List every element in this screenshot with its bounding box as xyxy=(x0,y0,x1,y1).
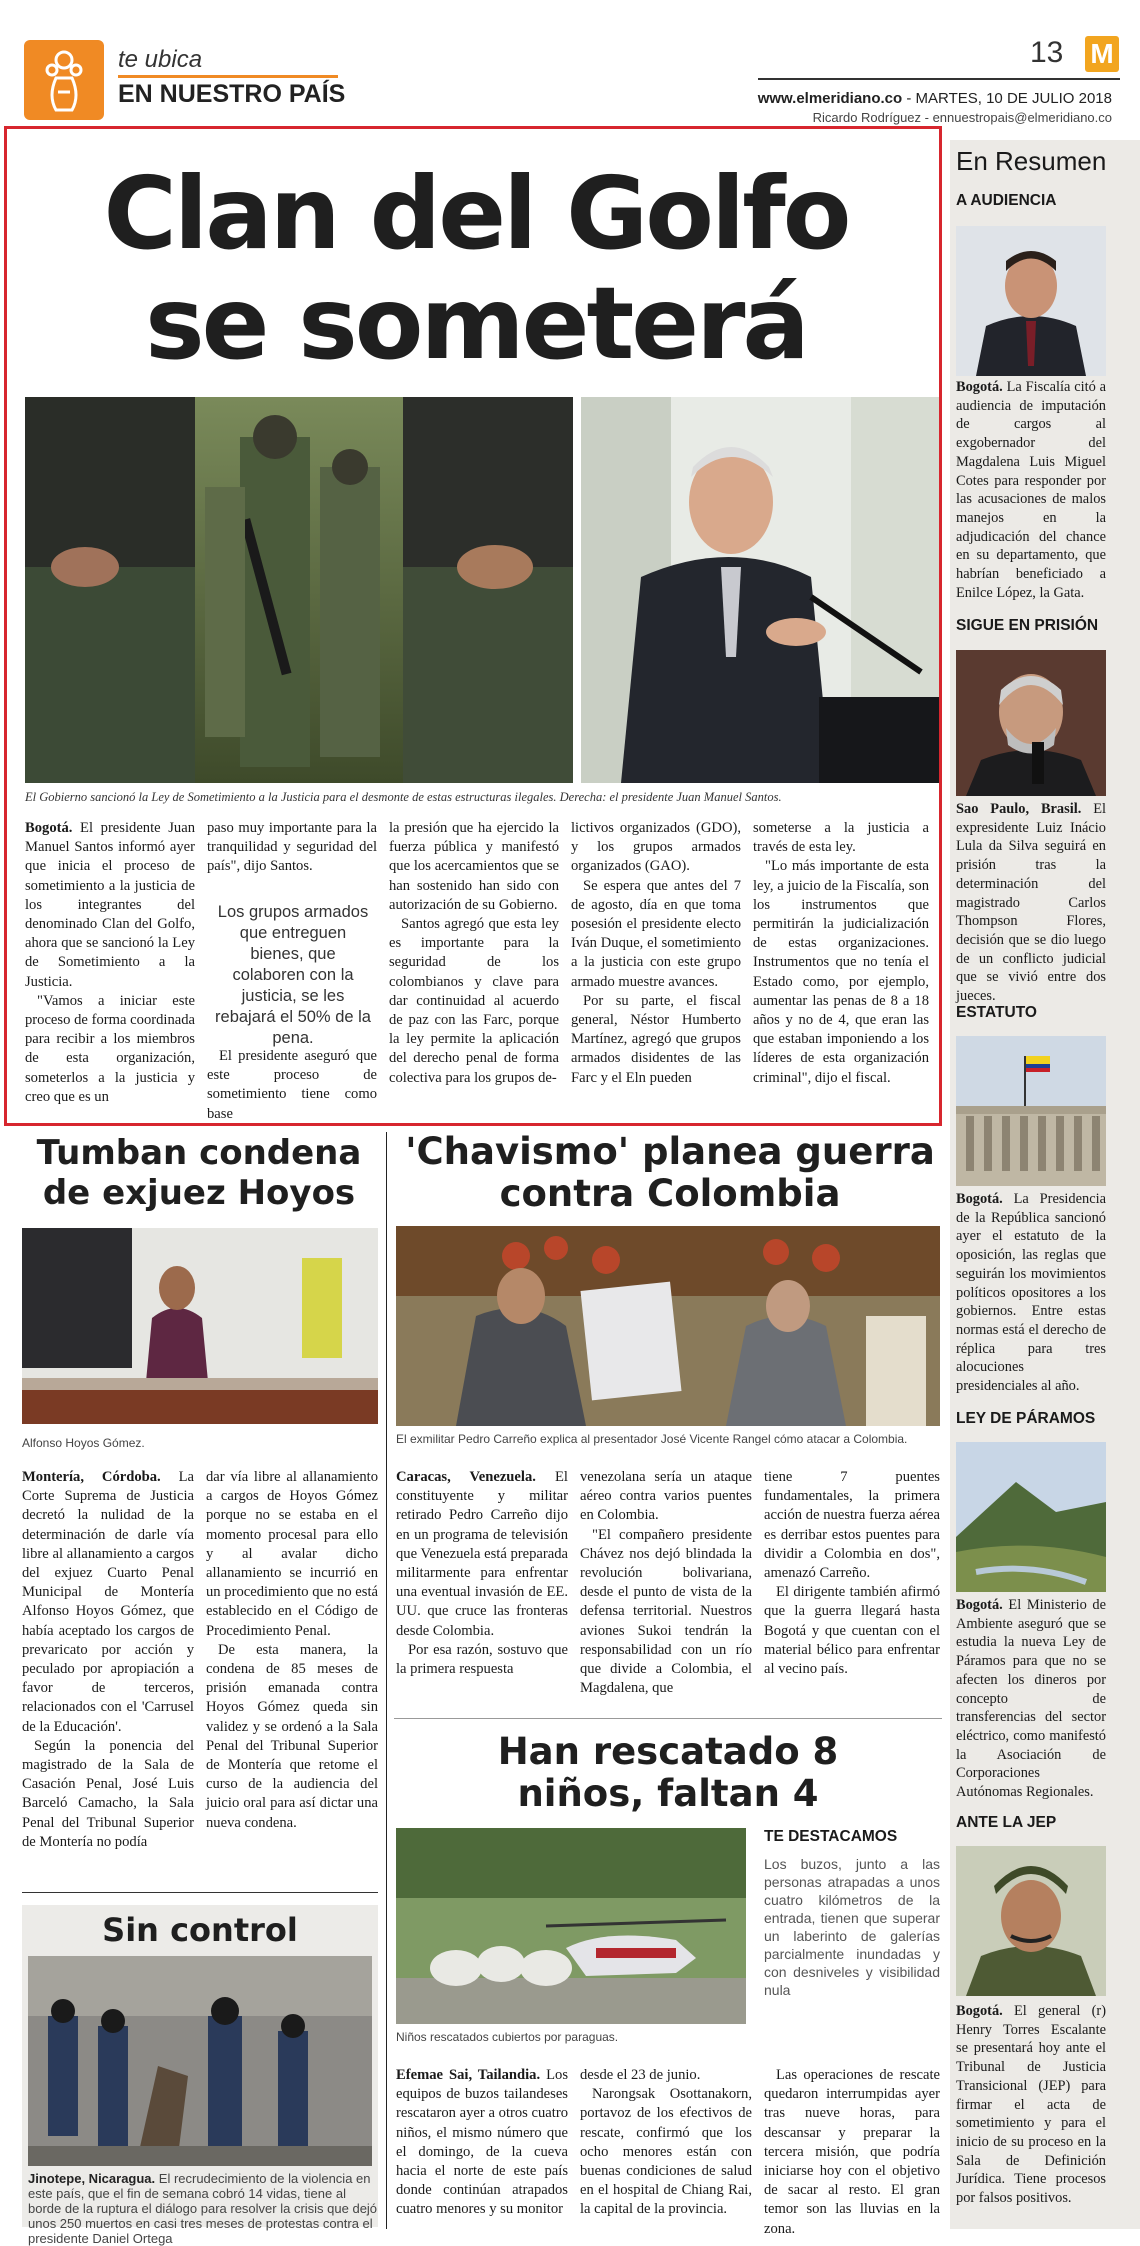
sidebar-text-audiencia xyxy=(956,378,1106,602)
paramo-photo xyxy=(956,1442,1106,1592)
sidebar-body: El general (r) Henry Torres Escalante se presentará hoy ante el Tribunal de Justicia Transicional (JEP) para firmar el acta de sometimiento y para el inicio de su proceso en la Sala de Definición Jurídica. Tiene procesos por falsos positivos. xyxy=(956,2003,1106,2207)
editor-credit: Ricardo Rodríguez - ennuestropais@elmeridiano.co xyxy=(812,110,1112,125)
hoyos-caption: Alfonso Hoyos Gómez. xyxy=(22,1436,145,1450)
chavismo-col-1-p1 xyxy=(396,1468,568,1641)
nicaragua-photo xyxy=(28,1956,372,2166)
sidebar-body: El expresidente Luiz Inácio Lula da Silva seguirá en prisión tras la determinación del magistrado Carlos Thompson Flores, decisión que se dio luego de un conflicto judicial que se vivió entre dos jueces. xyxy=(956,801,1107,1005)
main-col-1-text: El presidente Juan Manuel Santos informó ayer que inicia el proceso de sometimiento a la justicia de los integrantes del denominado Clan del Golfo, ahora que se sancionó la Ley de Sometimiento a la Justicia. xyxy=(25,820,195,990)
rescate-col-1 xyxy=(396,2066,568,2220)
hoyos-headline-line1: Tumban condena xyxy=(36,1133,362,1173)
main-col-4-p3: Por su parte, el fiscal general, Néstor Humberto Martínez, agregó que grupos armados disidentes de las Farc y el Eln pueden xyxy=(571,992,741,1086)
main-col-5 xyxy=(753,819,929,1088)
vase-person-icon xyxy=(38,46,90,116)
sidebar-dateline: Sao Paulo, Brasil. xyxy=(956,801,1082,817)
website-link[interactable]: www.elmeridiano.co xyxy=(757,90,903,107)
chavismo-col-1-p2: Por esa razón, sostuvo que la primera respuesta xyxy=(396,1641,568,1678)
rescate-col-2-p2: Narongsak Osottanakorn, portavoz de los efectivos de rescate, confirmó que los ocho menores están con buenas condiciones de salud en el hospital de Chiang Rai, la capital de la provincia. xyxy=(580,2086,752,2218)
sidebar-heading-prision: SIGUE EN PRISIÓN xyxy=(956,617,1099,634)
sidebar-heading-audiencia: A AUDIENCIA xyxy=(956,192,1057,209)
main-col-4 xyxy=(571,819,741,1088)
section-title: EN NUESTRO PAÍS xyxy=(118,80,346,108)
main-col-1 xyxy=(25,819,195,1107)
rescate-headline-line2: niños, faltan 4 xyxy=(517,1772,819,1815)
hoyos-col-2-p1: dar vía libre al allanamiento a cargos de Hoyos Gómez porque no se estaba en el momento procesal para ello y al avalar dicho allanamiento se incurrió en un procedimiento que no está establecido en el Código de Procedimiento Penal. xyxy=(206,1469,378,1639)
chavismo-col-3-p1: tiene 7 puentes fundamentales, la primera acción de nuestra fuerza aérea es derribar estos puentes para dividir a Colombia en dos", amenazó Carreño. xyxy=(764,1469,940,1582)
main-col-2 xyxy=(207,819,377,877)
santos-photo xyxy=(581,397,939,783)
chavismo-headline-line1: 'Chavismo' planea guerra xyxy=(405,1130,935,1173)
hoyos-col-1-p1 xyxy=(22,1468,194,1737)
chavismo-col-3 xyxy=(764,1468,940,1679)
chavismo-headline-line2: contra Colombia xyxy=(499,1172,841,1215)
cotes-photo xyxy=(956,226,1106,376)
hoyos-dateline: Montería, Córdoba. xyxy=(22,1469,161,1485)
column-divider xyxy=(386,1132,387,2229)
sidebar-heading-jep: ANTE LA JEP xyxy=(956,1814,1057,1831)
header-rule xyxy=(758,78,1120,80)
rescate-headline-line1: Han rescatado 8 xyxy=(497,1730,839,1773)
rescate-caption: Niños rescatados cubiertos por paraguas. xyxy=(396,2030,619,2044)
header-dateline xyxy=(758,90,1112,107)
sidebar-text-paramos xyxy=(956,1596,1106,1802)
main-col-2b xyxy=(207,1047,377,1124)
sin-control-caption xyxy=(28,2171,378,2246)
torres-photo xyxy=(956,1846,1106,1996)
sidebar-body: La Presidencia de la República sancionó ayer el estatuto de la oposición, las reglas que seguirán los movimientos políticos opositores a los gobiernos. Entre estas normas está el derecho de réplica para tres alocuciones presidenciales al año. xyxy=(956,1191,1106,1395)
main-headline-line1: Clan del Golfo xyxy=(103,155,849,272)
sidebar-dateline: Bogotá. xyxy=(956,1597,1003,1613)
main-dateline: Bogotá. xyxy=(25,820,73,836)
page-number: 13 xyxy=(1030,36,1064,69)
lula-photo xyxy=(956,650,1106,796)
rescate-photo xyxy=(396,1828,746,2024)
main-col-3 xyxy=(389,819,559,1088)
sidebar-dateline: Bogotá. xyxy=(956,2003,1003,2019)
section-rule xyxy=(22,1892,378,1893)
chavismo-caption: El exmilitar Pedro Carreño explica al presentador José Vicente Rangel cómo atacar a Colombia. xyxy=(396,1432,908,1446)
sidebar-text-jep xyxy=(956,2002,1106,2208)
main-col-4-p1: lictivos organizados (GDO), y los grupos armados organizados (GAO). xyxy=(571,820,741,875)
hoyos-col-1-text: La Corte Suprema de Justicia decretó la nulidad de la determinación de darle vía libre al allanamiento a cargos del exjuez Cuarto Penal Municipal de Montería Alfonso Hoyos Gómez, que había aceptado los cargos de prevaricato por acción y peculado por apropiación a favor de terceros, relacionados con el 'Carrusel de la Educación'. xyxy=(22,1469,194,1735)
sidebar-text-prision xyxy=(956,800,1106,1006)
sin-control-dateline: Jinotepe, Nicaragua. xyxy=(28,2171,156,2186)
main-col-2-p1: paso muy importante para la tranquilidad y seguridad del país", dijo Santos. xyxy=(207,820,377,875)
hoyos-col-2-p2: De esta manera, la condena de 85 meses de prisión emanada contra Hoyos Gómez queda sin validez y se ordenó a la Sala Penal del Tribunal Superior de Montería que retome el curso de la audiencia del juicio oral para así dictar una nueva condena. xyxy=(206,1641,378,1831)
hoyos-col-1 xyxy=(22,1468,194,1852)
main-story xyxy=(4,126,942,1126)
sidebar-body: La Fiscalía citó a audiencia de imputación de cargos al exgobernador del Magdalena Luis Miguel Cotes para responder por las acusaciones de malos manejos en la adjudicación del chance en su departamento, que habrían beneficiado a Enilce López, la Gata. xyxy=(956,379,1106,601)
main-col-1-p1 xyxy=(25,819,195,992)
sin-control-headline: Sin control xyxy=(102,1911,298,1949)
main-photo-caption: El Gobierno sancionó la Ley de Sometimiento a la Justicia para el desmonte de estas estructuras ilegales. Derecha: el presidente Juan Manuel Santos. xyxy=(25,790,782,804)
section-rule xyxy=(394,1718,942,1719)
main-headline-line2: se someterá xyxy=(145,265,807,382)
sidebar-heading-estatuto: ESTATUTO xyxy=(956,1004,1037,1021)
sidebar-dateline: Bogotá. xyxy=(956,379,1003,395)
rescate-dateline: Efemae Sai, Tailandia. xyxy=(396,2067,541,2083)
date-text: - MARTES, 10 DE JULIO 2018 xyxy=(902,90,1112,107)
chavismo-col-1 xyxy=(396,1468,568,1679)
rescate-col-3-p1: Las operaciones de rescate quedaron interrumpidas ayer tras nueve horas, para descansar y preparar la tercera misión, que podría iniciarse hoy con el objetivo de sacar al resto. El gran temor son las lluvias en la zona. xyxy=(764,2067,940,2237)
section-kicker: te ubica xyxy=(118,46,203,73)
sin-control-text: El recrudecimiento de la violencia en este país, que el fin de semana cobró 14 vidas, tiene al borde de la ruptura el diálogo para resolver la crisis que dejó unos 250 muertos en casi tres meses de protestas contra el presidente Daniel Ortega xyxy=(28,2171,378,2246)
chavismo-col-3-p2: El dirigente también afirmó que la guerra llegará hasta Bogotá y que cuentan con el material bélico para enfrentar al vecino país. xyxy=(764,1584,940,1678)
rescate-col-1-p1 xyxy=(396,2066,568,2220)
rescate-col-2 xyxy=(580,2066,752,2220)
chavismo-dateline: Caracas, Venezuela. xyxy=(396,1469,536,1485)
chavismo-col-1-text: El constituyente y militar retirado Pedro Carreño dijo en un programa de televisión que Venezuela está preparada militarmente para enfrentar una eventual invasión de EE. UU. que cruce las fronteras desde Colombia. xyxy=(396,1469,568,1639)
hoyos-col-2 xyxy=(206,1468,378,1833)
sidebar-dateline: Bogotá. xyxy=(956,1191,1003,1207)
rescate-col-3 xyxy=(764,2066,940,2239)
chavismo-col-2-p1: venezolana sería un ataque aéreo contra varios puentes en Colombia. xyxy=(580,1469,752,1524)
brand-logo: M xyxy=(1085,36,1119,72)
rescate-col-1-text: Los equipos de buzos tailandeses rescataron ayer a otros cuatro niños, el mismo número que el domingo, de la cueva hacia el norte de este país donde continúan atrapados cuatro menores y su monitor xyxy=(396,2067,569,2218)
te-destacamos-text: Los buzos, junto a las personas atrapadas a unos cuatro kilómetros de la entrada, tienen que superar un laberinto de galerías parcialmente inundadas y con desniveles y visibilidad nula xyxy=(764,1856,940,1998)
main-col-2-p2: El presidente aseguró que este proceso de sometimiento tiene como base xyxy=(207,1048,377,1122)
sidebar-body: El Ministerio de Ambiente aseguró que se estudia la nueva Ley de Páramos para que no se afecten los dineros por concepto de transferencias del sector eléctrico, como manifestó la Asociación de Corporaciones Autónomas Regionales. xyxy=(956,1597,1106,1801)
chavismo-photo xyxy=(396,1226,940,1426)
main-col-4-p2: Se espera que antes del 7 de agosto, día en que toma posesión el presidente electo Iván Duque, el sometimiento a la justicia con este grupo armado muestre avances. xyxy=(571,877,741,990)
te-destacamos-title: TE DESTACAMOS xyxy=(764,1828,898,1845)
chavismo-col-2-p2: "El compañero presidente Chávez nos dejó blindada la revolución bolivariana, desde el punto de vista de la defensa territorial. Nuestros aviones Sukoi tendrán la responsabilidad con un río que divide a Colombia, el Magdalena, que xyxy=(580,1526,752,1697)
main-col-3-p1: la presión que ha ejercido la fuerza pública y manifestó que los acercamientos que se han sostenido han sido con autorización de su Gobierno. xyxy=(389,820,559,913)
section-logo xyxy=(24,40,104,120)
hoyos-col-1-p2: Según la ponencia del magistrado de la Sala de Casación Penal, José Luis Barceló Camacho, la Sala Penal del Tribunal Superior de Montería no podía xyxy=(22,1737,194,1850)
rescate-col-2-p1: desde el 23 de junio. xyxy=(580,2067,701,2083)
main-col-1-p2: "Vamos a iniciar este proceso de forma coordinada para recibir a los miembros de esta organización, someterlos a la justicia y creo que es un xyxy=(25,992,195,1105)
sidebar-text-estatuto xyxy=(956,1190,1106,1396)
sidebar-heading-paramos: LEY DE PÁRAMOS xyxy=(956,1410,1096,1427)
sidebar-title: En Resumen xyxy=(956,146,1107,176)
hoyos-headline-line2: de exjuez Hoyos xyxy=(42,1173,356,1213)
pull-quote: Los grupos armados que entreguen bienes, que colaboren con la justicia, se les rebajará el 50% de la pena. xyxy=(215,903,371,1047)
congress-photo xyxy=(956,1036,1106,1186)
main-col-5-p1: someterse a la justicia a través de esta ley. xyxy=(753,820,929,856)
main-col-5-p2: "Lo más importante de esta ley, a juicio de la Fiscalía, son los instrumentos que permitirán la judicialización de estas organizaciones. Instrumentos que no tenía el Estado como, por ejemplo, aumentar las penas de 8 a 18 años y no de 4, que eran las que estaban imponiendo a los líderes de esta organización criminal", dijo el fiscal. xyxy=(753,858,929,1086)
section-underline xyxy=(118,75,338,78)
main-col-3-p2: Santos agregó que esta ley es importante para la seguridad de los colombianos y clave para dar continuidad al acuerdo de paz con las Farc, porque la ley permite la aplicación del derecho penal de forma colectiva para los grupos de- xyxy=(389,916,559,1086)
soldiers-photo xyxy=(25,397,573,783)
hoyos-photo xyxy=(22,1228,378,1424)
chavismo-col-2 xyxy=(580,1468,752,1698)
